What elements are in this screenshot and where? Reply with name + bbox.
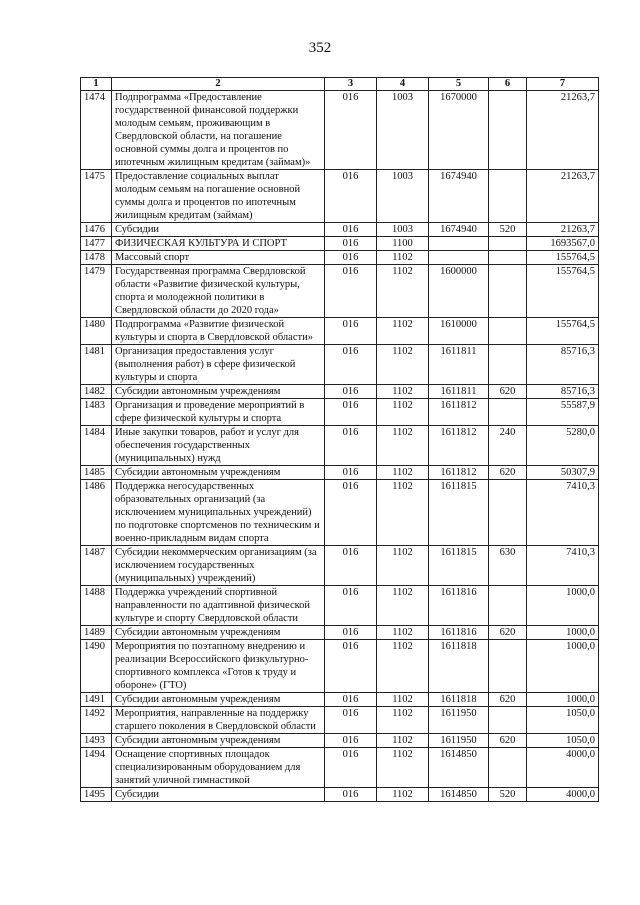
table-row <box>81 788 599 802</box>
target-code-cell: 1611811 <box>429 385 489 399</box>
amount-cell: 21263,7 <box>527 170 599 223</box>
section-code-cell: 1102 <box>377 734 429 748</box>
target-code-cell: 1611811 <box>429 345 489 385</box>
expense-type-cell <box>489 170 527 223</box>
target-code-cell: 1670000 <box>429 91 489 170</box>
section-code-cell: 1102 <box>377 707 429 734</box>
expense-type-cell: 520 <box>489 223 527 237</box>
expense-type-cell <box>489 345 527 385</box>
row-number-cell: 1488 <box>81 586 112 626</box>
table-row <box>81 480 599 546</box>
target-code-cell: 1611816 <box>429 586 489 626</box>
target-code-cell: 1611950 <box>429 734 489 748</box>
expense-type-cell: 620 <box>489 466 527 480</box>
target-code-cell: 1611818 <box>429 640 489 693</box>
row-number-cell: 1475 <box>81 170 112 223</box>
section-code-cell: 1003 <box>377 170 429 223</box>
row-number-cell: 1486 <box>81 480 112 546</box>
column-header: 7 <box>527 78 599 91</box>
ministry-code-cell: 016 <box>325 586 377 626</box>
row-number-cell: 1487 <box>81 546 112 586</box>
item-name-cell: Мероприятия по поэтапному внедрению и реализации Всероссийского физкультурно-спортивного комплекса «Готов к труду и обороне» (ГТО) <box>112 640 325 693</box>
target-code-cell: 1674940 <box>429 223 489 237</box>
ministry-code-cell: 016 <box>325 693 377 707</box>
item-name-cell: Поддержка учреждений спортивной направленности по адаптивной физической культуре и спорту Свердловской области <box>112 586 325 626</box>
table-row <box>81 586 599 626</box>
item-name-cell: Субсидии автономным учреждениям <box>112 385 325 399</box>
ministry-code-cell: 016 <box>325 546 377 586</box>
table-row <box>81 318 599 345</box>
expense-type-cell <box>489 480 527 546</box>
item-name-cell: Предоставление социальных выплат молодым семьям на погашение основной суммы долга и процентов по ипотечным жилищным кредитам (займам) <box>112 170 325 223</box>
row-number-cell: 1478 <box>81 251 112 265</box>
table-row <box>81 426 599 466</box>
table-row <box>81 91 599 170</box>
item-name-cell: Иные закупки товаров, работ и услуг для обеспечения государственных (муниципальных) нужд <box>112 426 325 466</box>
column-header: 6 <box>489 78 527 91</box>
table-row <box>81 385 599 399</box>
row-number-cell: 1484 <box>81 426 112 466</box>
section-code-cell: 1102 <box>377 426 429 466</box>
section-code-cell: 1102 <box>377 466 429 480</box>
table-row <box>81 693 599 707</box>
section-code-cell: 1102 <box>377 788 429 802</box>
item-name-cell: Субсидии автономным учреждениям <box>112 734 325 748</box>
table-row <box>81 748 599 788</box>
column-header: 3 <box>325 78 377 91</box>
item-name-cell: Подпрограмма «Предоставление государственной финансовой поддержки молодым семьям, проживающим в Свердловской области, на погашение основной суммы долга и процентов по ипотечным жилищным кредитам (займам)» <box>112 91 325 170</box>
expense-type-cell <box>489 586 527 626</box>
amount-cell: 4000,0 <box>527 788 599 802</box>
target-code-cell: 1614850 <box>429 788 489 802</box>
row-number-cell: 1477 <box>81 237 112 251</box>
row-number-cell: 1489 <box>81 626 112 640</box>
ministry-code-cell: 016 <box>325 251 377 265</box>
item-name-cell: Массовый спорт <box>112 251 325 265</box>
target-code-cell: 1611812 <box>429 426 489 466</box>
item-name-cell: Мероприятия, направленные на поддержку старшего поколения в Свердловской области <box>112 707 325 734</box>
expense-type-cell <box>489 237 527 251</box>
target-code-cell <box>429 251 489 265</box>
ministry-code-cell: 016 <box>325 466 377 480</box>
item-name-cell: Субсидии автономным учреждениям <box>112 626 325 640</box>
section-code-cell: 1102 <box>377 586 429 626</box>
ministry-code-cell: 016 <box>325 480 377 546</box>
amount-cell: 1000,0 <box>527 640 599 693</box>
section-code-cell: 1102 <box>377 265 429 318</box>
target-code-cell: 1611816 <box>429 626 489 640</box>
item-name-cell: Субсидии автономным учреждениям <box>112 693 325 707</box>
expense-type-cell <box>489 707 527 734</box>
amount-cell: 155764,5 <box>527 265 599 318</box>
table-row <box>81 640 599 693</box>
expense-type-cell <box>489 748 527 788</box>
target-code-cell: 1610000 <box>429 318 489 345</box>
item-name-cell: Организация предоставления услуг (выполнения работ) в сфере физической культуры и спорта <box>112 345 325 385</box>
column-header: 2 <box>112 78 325 91</box>
row-number-cell: 1479 <box>81 265 112 318</box>
expense-type-cell <box>489 91 527 170</box>
target-code-cell: 1611815 <box>429 480 489 546</box>
amount-cell: 155764,5 <box>527 251 599 265</box>
row-number-cell: 1482 <box>81 385 112 399</box>
row-number-cell: 1483 <box>81 399 112 426</box>
row-number-cell: 1493 <box>81 734 112 748</box>
amount-cell: 1000,0 <box>527 626 599 640</box>
section-code-cell: 1102 <box>377 546 429 586</box>
item-name-cell: ФИЗИЧЕСКАЯ КУЛЬТУРА И СПОРТ <box>112 237 325 251</box>
row-number-cell: 1481 <box>81 345 112 385</box>
target-code-cell: 1611950 <box>429 707 489 734</box>
section-code-cell: 1003 <box>377 223 429 237</box>
column-header: 1 <box>81 78 112 91</box>
ministry-code-cell: 016 <box>325 748 377 788</box>
amount-cell: 50307,9 <box>527 466 599 480</box>
target-code-cell: 1611815 <box>429 546 489 586</box>
target-code-cell: 1611818 <box>429 693 489 707</box>
table-row <box>81 546 599 586</box>
amount-cell: 5280,0 <box>527 426 599 466</box>
amount-cell: 21263,7 <box>527 223 599 237</box>
target-code-cell <box>429 237 489 251</box>
item-name-cell: Организация и проведение мероприятий в сфере физической культуры и спорта <box>112 399 325 426</box>
item-name-cell: Подпрограмма «Развитие физической культуры и спорта в Свердловской области» <box>112 318 325 345</box>
expense-type-cell <box>489 640 527 693</box>
expense-type-cell: 620 <box>489 626 527 640</box>
expense-type-cell <box>489 265 527 318</box>
expense-type-cell: 620 <box>489 693 527 707</box>
ministry-code-cell: 016 <box>325 318 377 345</box>
table-row <box>81 265 599 318</box>
amount-cell: 7410,3 <box>527 546 599 586</box>
amount-cell: 1050,0 <box>527 734 599 748</box>
table-row <box>81 399 599 426</box>
section-code-cell: 1102 <box>377 251 429 265</box>
item-name-cell: Субсидии автономным учреждениям <box>112 466 325 480</box>
header-row <box>81 78 599 91</box>
target-code-cell: 1611812 <box>429 399 489 426</box>
section-code-cell: 1102 <box>377 480 429 546</box>
row-number-cell: 1490 <box>81 640 112 693</box>
amount-cell: 1000,0 <box>527 586 599 626</box>
row-number-cell: 1474 <box>81 91 112 170</box>
ministry-code-cell: 016 <box>325 640 377 693</box>
section-code-cell: 1102 <box>377 693 429 707</box>
item-name-cell: Поддержка негосударственных образовательных организаций (за исключением муниципальных учреждений) по подготовке спортсменов по техническим и военно-прикладным видам спорта <box>112 480 325 546</box>
row-number-cell: 1492 <box>81 707 112 734</box>
ministry-code-cell: 016 <box>325 265 377 318</box>
column-header: 4 <box>377 78 429 91</box>
expense-type-cell <box>489 251 527 265</box>
section-code-cell: 1102 <box>377 385 429 399</box>
ministry-code-cell: 016 <box>325 626 377 640</box>
ministry-code-cell: 016 <box>325 707 377 734</box>
ministry-code-cell: 016 <box>325 345 377 385</box>
amount-cell: 21263,7 <box>527 91 599 170</box>
ministry-code-cell: 016 <box>325 237 377 251</box>
amount-cell: 1000,0 <box>527 693 599 707</box>
target-code-cell: 1614850 <box>429 748 489 788</box>
amount-cell: 85716,3 <box>527 345 599 385</box>
table-row <box>81 466 599 480</box>
ministry-code-cell: 016 <box>325 734 377 748</box>
amount-cell: 7410,3 <box>527 480 599 546</box>
amount-cell: 1693567,0 <box>527 237 599 251</box>
ministry-code-cell: 016 <box>325 426 377 466</box>
expense-type-cell: 630 <box>489 546 527 586</box>
table-row <box>81 170 599 223</box>
row-number-cell: 1476 <box>81 223 112 237</box>
expense-type-cell: 620 <box>489 734 527 748</box>
table-row <box>81 707 599 734</box>
item-name-cell: Субсидии <box>112 223 325 237</box>
ministry-code-cell: 016 <box>325 399 377 426</box>
page-number: 352 <box>308 40 332 56</box>
ministry-code-cell: 016 <box>325 385 377 399</box>
section-code-cell: 1102 <box>377 626 429 640</box>
section-code-cell: 1102 <box>377 748 429 788</box>
table-row <box>81 223 599 237</box>
target-code-cell: 1611812 <box>429 466 489 480</box>
table-row <box>81 626 599 640</box>
section-code-cell: 1102 <box>377 399 429 426</box>
budget-table <box>80 77 599 802</box>
table-row <box>81 237 599 251</box>
item-name-cell: Государственная программа Свердловской области «Развитие физической культуры, спорта и молодежной политики в Свердловской области до 2020 года» <box>112 265 325 318</box>
amount-cell: 85716,3 <box>527 385 599 399</box>
expense-type-cell <box>489 318 527 345</box>
row-number-cell: 1485 <box>81 466 112 480</box>
row-number-cell: 1494 <box>81 748 112 788</box>
expense-type-cell: 240 <box>489 426 527 466</box>
ministry-code-cell: 016 <box>325 91 377 170</box>
section-code-cell: 1102 <box>377 640 429 693</box>
column-header: 5 <box>429 78 489 91</box>
section-code-cell: 1102 <box>377 345 429 385</box>
item-name-cell: Субсидии <box>112 788 325 802</box>
table-row <box>81 345 599 385</box>
ministry-code-cell: 016 <box>325 223 377 237</box>
row-number-cell: 1480 <box>81 318 112 345</box>
section-code-cell: 1003 <box>377 91 429 170</box>
expense-type-cell: 620 <box>489 385 527 399</box>
amount-cell: 1050,0 <box>527 707 599 734</box>
section-code-cell: 1100 <box>377 237 429 251</box>
ministry-code-cell: 016 <box>325 788 377 802</box>
amount-cell: 4000,0 <box>527 748 599 788</box>
table-row <box>81 251 599 265</box>
expense-type-cell: 520 <box>489 788 527 802</box>
item-name-cell: Субсидии некоммерческим организациям (за исключением государственных (муниципальных) учреждений) <box>112 546 325 586</box>
table-row <box>81 734 599 748</box>
row-number-cell: 1495 <box>81 788 112 802</box>
target-code-cell: 1674940 <box>429 170 489 223</box>
row-number-cell: 1491 <box>81 693 112 707</box>
amount-cell: 55587,9 <box>527 399 599 426</box>
amount-cell: 155764,5 <box>527 318 599 345</box>
expense-type-cell <box>489 399 527 426</box>
ministry-code-cell: 016 <box>325 170 377 223</box>
item-name-cell: Оснащение спортивных площадок специализированным оборудованием для занятий уличной гимнастикой <box>112 748 325 788</box>
target-code-cell: 1600000 <box>429 265 489 318</box>
section-code-cell: 1102 <box>377 318 429 345</box>
